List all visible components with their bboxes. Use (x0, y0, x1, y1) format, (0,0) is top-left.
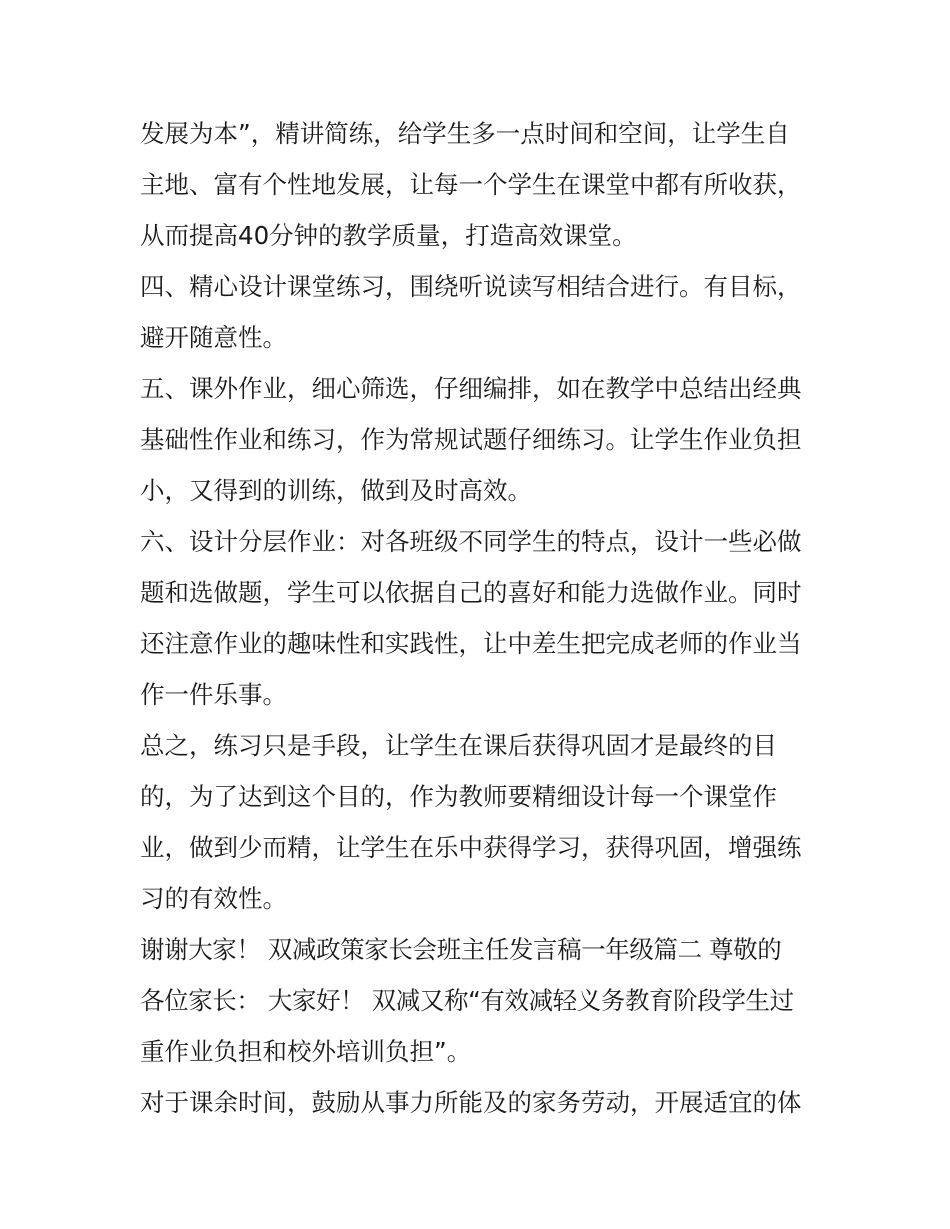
text-line: 题和选做题，学生可以依据自己的喜好和能力选做作业。同时 (140, 578, 802, 607)
text-line: 从而提高40分钟的教学质量，打造高效课堂。 (140, 221, 637, 250)
document-body (140, 108, 816, 1128)
text-line: 业，做到少而精，让学生在乐中获得学习，获得巩固，增强练 (140, 833, 802, 862)
text-line: 小，又得到的训练，做到及时高效。 (140, 476, 532, 505)
text-line: 对于课余时间，鼓励从事力所能及的家务劳动，开展适宜的体 (140, 1088, 802, 1117)
text-line: 还注意作业的趣味性和实践性，让中差生把完成老师的作业当 (140, 629, 802, 658)
text-line: 总之，练习只是手段，让学生在课后获得巩固才是最终的目 (140, 731, 777, 760)
text-line: 主地、富有个性地发展，让每一个学生在课堂中都有所收获， (140, 170, 802, 199)
text-line: 的，为了达到这个目的，作为教师要精细设计每一个课堂作 (140, 782, 777, 811)
text-line: 谢谢大家！ 双减政策家长会班主任发言稿一年级篇二 尊敬的 (140, 935, 782, 964)
text-line: 重作业负担和校外培训负担”。 (140, 1037, 472, 1066)
text-line: 五、课外作业，细心筛选，仔细编排，如在教学中总结出经典 (140, 374, 802, 403)
text-line: 基础性作业和练习，作为常规试题仔细练习。让学生作业负担 (140, 425, 802, 454)
text-line: 四、精心设计课堂练习，围绕听说读写相结合进行。有目标， (140, 272, 802, 301)
text-line: 习的有效性。 (140, 884, 287, 913)
text-line: 各位家长： 大家好！ 双减又称“有效减轻义务教育阶段学生过 (140, 986, 794, 1015)
text-line: 六、设计分层作业：对各班级不同学生的特点，设计一些必做 (140, 527, 802, 556)
text-line: 发展为本”，精讲简练，给学生多一点时间和空间，让学生自 (140, 119, 790, 148)
text-line: 作一件乐事。 (140, 680, 287, 709)
text-line: 避开随意性。 (140, 323, 287, 352)
